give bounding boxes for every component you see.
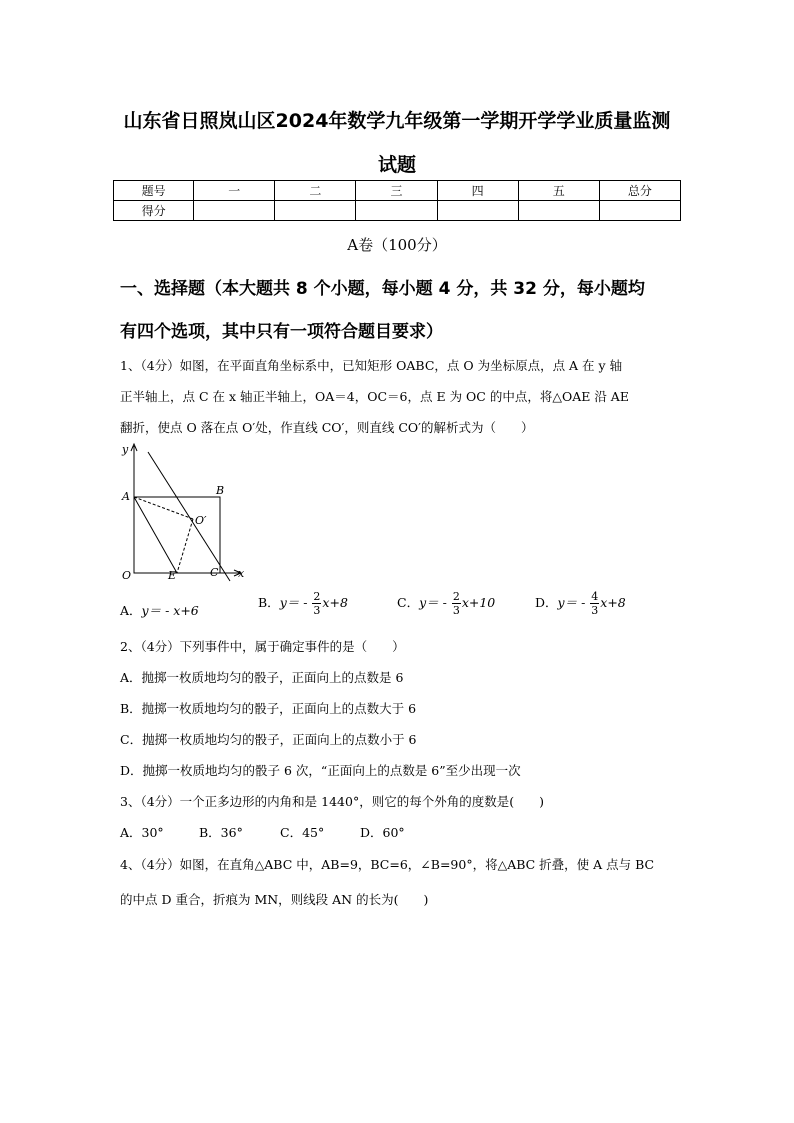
q1-stem-line3: 翻折，使点 O 落在点 O′处，作直线 CO′，则直线 CO′的解析式为（ ） — [120, 420, 534, 435]
score-blank-cell — [599, 201, 680, 221]
fraction-denominator: 3 — [591, 604, 599, 617]
section1-heading-line2: 有四个选项，其中只有一项符合题目要求） — [120, 322, 443, 342]
score-table-header-row — [114, 181, 681, 201]
q1-option-b — [258, 590, 348, 617]
score-header-cell: 题号 — [114, 181, 194, 201]
document-title-line1: 山东省日照岚山区2024年数学九年级第一学期开学学业质量监测 — [123, 110, 671, 132]
fraction-numerator: 2 — [452, 590, 460, 603]
document-title-line2: 试题 — [377, 154, 416, 176]
label-x: x — [238, 567, 245, 580]
label-e: E — [168, 569, 177, 582]
q2-option-d: D．抛掷一枚质地均匀的骰子 6 次，“正面向上的点数是 6”至少出现一次 — [120, 763, 521, 778]
q1-option-d — [535, 590, 626, 617]
score-blank-cell — [194, 201, 275, 221]
score-header-cell: 一 — [194, 181, 275, 201]
label-b: B — [216, 484, 225, 497]
label-c: C — [210, 566, 219, 579]
score-blank-cell — [356, 201, 437, 221]
q1-option-c — [397, 590, 495, 617]
label-o: O — [122, 569, 132, 582]
segment-eo-prime — [177, 519, 193, 573]
score-header-cell: 四 — [437, 181, 518, 201]
q3-option-d: D．60° — [360, 825, 405, 840]
fraction-numerator: 4 — [591, 590, 599, 603]
q2-option-c: C．抛掷一枚质地均匀的骰子，正面向上的点数小于 6 — [120, 732, 417, 747]
score-row-label: 得分 — [114, 201, 194, 221]
q3-option-b: B．36° — [199, 825, 243, 840]
score-header-cell: 总分 — [599, 181, 680, 201]
q3-option-a: A．30° — [120, 825, 164, 840]
score-header-cell: 二 — [275, 181, 356, 201]
q1-option-b-post: x+8 — [322, 595, 348, 610]
rectangle-oabc — [134, 497, 220, 573]
score-header-cell: 五 — [518, 181, 599, 201]
q1-option-d-fraction — [590, 590, 599, 617]
label-a: A — [122, 490, 130, 503]
q4-stem-line1: 4、（4分）如图，在直角△ABC 中，AB=9，BC=6，∠B=90°，将△ABC 折叠，使 A 点与 BC — [120, 857, 655, 872]
q1-option-a-expr: y＝ - x+6 — [141, 603, 199, 618]
q1-option-a — [120, 601, 199, 619]
score-blank-cell — [518, 201, 599, 221]
q1-option-b-letter: B． — [258, 595, 280, 610]
q3-stem: 3、（4分）一个正多边形的内角和是 1440°，则它的每个外角的度数是( ) — [120, 794, 544, 809]
q1-stem-line1: 1、（4分）如图，在平面直角坐标系中，已知矩形 OABC，点 O 为坐标原点，点 A 在 y 轴 — [120, 358, 623, 373]
q1-option-c-pre: y＝ - — [419, 595, 451, 610]
score-table-score-row — [114, 201, 681, 221]
q1-figure — [110, 440, 260, 588]
q1-option-d-letter: D． — [535, 595, 558, 610]
paper-a-heading: A卷（100分） — [347, 236, 447, 254]
q1-option-d-post: x+8 — [600, 595, 626, 610]
q1-stem-line2: 正半轴上，点 C 在 x 轴正半轴上，OA＝4，OC＝6，点 E 为 OC 的中点，将△OAE 沿 AE — [120, 389, 629, 404]
q1-option-c-letter: C． — [397, 595, 420, 610]
q1-option-b-pre: y＝ - — [279, 595, 312, 610]
q1-option-d-pre: y＝ - — [557, 595, 590, 610]
q1-option-a-letter: A． — [120, 603, 142, 618]
fold-line-ae — [134, 497, 177, 573]
line-co-prime — [148, 452, 230, 581]
q1-option-c-post: x+10 — [461, 595, 496, 610]
fraction-denominator: 3 — [313, 604, 321, 617]
fraction-numerator: 2 — [313, 590, 321, 603]
fraction-denominator: 3 — [452, 604, 460, 617]
q2-stem: 2、（4分）下列事件中，属于确定事件的是（ ） — [120, 639, 405, 654]
q2-option-b: B．抛掷一枚质地均匀的骰子，正面向上的点数大于 6 — [120, 701, 417, 716]
score-blank-cell — [275, 201, 356, 221]
section1-heading-line1: 一、选择题（本大题共 8 个小题，每小题 4 分，共 32 分，每小题均 — [120, 279, 645, 299]
q4-stem-line2: 的中点 D 重合，折痕为 MN，则线段 AN 的长为( ) — [120, 892, 429, 907]
score-table — [113, 180, 681, 221]
label-y: y — [122, 443, 129, 456]
q1-option-c-fraction — [452, 590, 461, 617]
q2-option-a: A．抛掷一枚质地均匀的骰子，正面向上的点数是 6 — [120, 670, 404, 685]
label-o-prime: O′ — [195, 514, 207, 527]
score-blank-cell — [437, 201, 518, 221]
score-header-cell: 三 — [356, 181, 437, 201]
q1-option-b-fraction — [312, 590, 321, 617]
q3-option-c: C．45° — [280, 825, 325, 840]
